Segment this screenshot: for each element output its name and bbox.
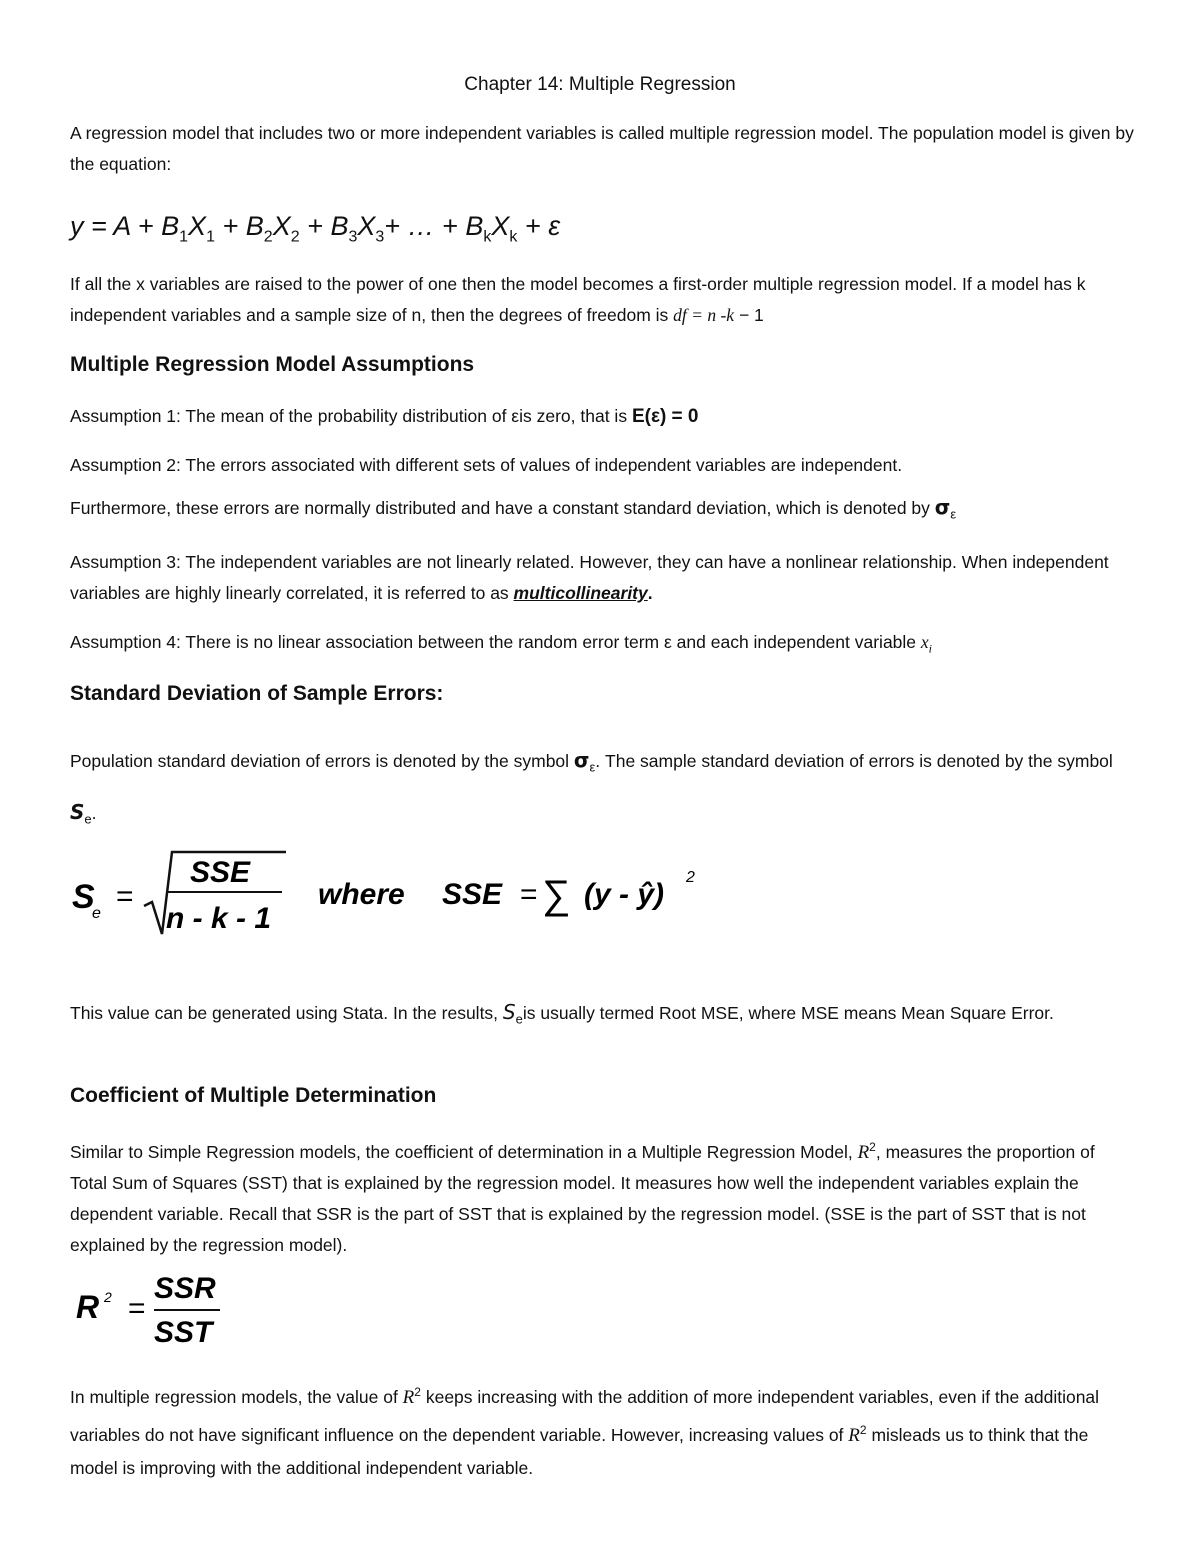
heading-standard-deviation: Standard Deviation of Sample Errors: bbox=[70, 682, 444, 705]
r2-numerator: SSR bbox=[154, 1272, 216, 1305]
s-symbol: S bbox=[70, 799, 85, 824]
eq-plus: + bbox=[222, 211, 239, 241]
se-lhs-sub: e bbox=[92, 905, 101, 922]
se-numerator: SSE bbox=[190, 856, 251, 889]
assumption-3: Assumption 3: The independent variables are not linearly related. However, they can have a nonlinear relationship. When independent variables are highly linearly correlated, it is referred to as multicollinearity. bbox=[70, 552, 1109, 603]
r-symbol: R bbox=[402, 1386, 415, 1408]
assumption-2-line2: Furthermore, these errors are normally distributed and have a constant standard deviation, which is denoted by $\sigma_\varepsilon$ bbox=[70, 495, 957, 522]
sd-paragraph: Population standard deviation of errors is denoted by the symbol $\sigma_\varepsilon$. The sample standard deviation of errors is denoted by the symbol $S_e$. bbox=[70, 748, 1113, 826]
eq-plus: + bbox=[524, 211, 541, 241]
r2-paragraph: Similar to Simple Regression models, the coefficient of determination in a Multiple Regression Model, $R^2$, measures the proportion of Total Sum of Squares (SST) that is explained by the regression model. It measures how well the independent variables explain the dependent variable. Recall that SSR is the part of SST that is explained by the regression model. (SSE is the part of SST that is not explained by the regression model). bbox=[70, 1140, 1095, 1255]
se-lhs: S bbox=[72, 878, 95, 916]
intro-paragraph: A regression model that includes two or more independent variables is called multiple regression model. The population model is given by the equation: bbox=[70, 123, 1134, 174]
page-title: Chapter 14: Multiple Regression bbox=[464, 74, 736, 95]
eq-a: A bbox=[113, 211, 131, 241]
sse-equals: = bbox=[520, 878, 538, 911]
heading-assumptions: Multiple Regression Model Assumptions bbox=[70, 353, 475, 376]
multicollinearity-term: multicollinearity bbox=[513, 583, 648, 603]
se-formula bbox=[60, 838, 720, 948]
r2-formula bbox=[68, 1264, 288, 1354]
r2-equals: = bbox=[128, 1292, 146, 1325]
r2-lhs: R bbox=[76, 1289, 100, 1325]
eq-term-k: $B_kX_k$ bbox=[465, 211, 518, 246]
closing-paragraph: In multiple regression models, the value of $R^2$ keeps increasing with the addition of more independent variables, even if the additional variables do not have significant influence on the dependent variable. However, increasing values of $R^2$ misleads us to think that the model is improving with the additional independent variable. bbox=[70, 1385, 1100, 1478]
heading-coefficient: Coefficient of Multiple Determination bbox=[70, 1084, 437, 1107]
sse-power: 2 bbox=[686, 869, 695, 886]
assumption-2-line1: Assumption 2: The errors associated with different sets of values of independent variables are independent. bbox=[70, 455, 903, 475]
sse-label: SSE bbox=[442, 878, 503, 911]
assumption-1: Assumption 1: The mean of the probability distribution of εis zero, that is E(ε) = 0 bbox=[70, 406, 699, 427]
s-symbol: S bbox=[502, 1000, 516, 1024]
eq-equals: = bbox=[91, 211, 107, 241]
eq-plus: + bbox=[307, 211, 323, 241]
r2-power: 2 bbox=[104, 1289, 112, 1305]
eq-dots: + … + bbox=[384, 211, 458, 241]
r-symbol: R bbox=[857, 1141, 870, 1163]
eq-term-3: $B_3X_3$ bbox=[330, 211, 385, 246]
sum-symbol: ∑ bbox=[542, 873, 571, 917]
sigma-symbol: σ bbox=[573, 748, 590, 772]
r-symbol: R bbox=[848, 1424, 860, 1446]
population-model-equation bbox=[70, 206, 560, 257]
assumption-4: Assumption 4: There is no linear association between the random error term ε and each independent variable $x_i$ bbox=[70, 632, 933, 656]
first-order-paragraph: If all the x variables are raised to the power of one then the model becomes a first-order multiple regression model. If a model has k independent variables and a sample size of n, then the degrees of freedom is df = n -k − 1 bbox=[70, 274, 1086, 325]
r2-denominator: SST bbox=[154, 1316, 213, 1349]
eq-y: y bbox=[70, 211, 84, 241]
se-equals: = bbox=[116, 880, 134, 913]
stata-paragraph: This value can be generated using Stata. In the results, $S_eis$ usually termed Root MSE, where MSE means Mean Square Error. bbox=[70, 1000, 1054, 1027]
df-expression: df = n -k bbox=[673, 305, 735, 325]
where-label: where bbox=[318, 878, 405, 911]
eq-term-1: $B_1X_1$ bbox=[161, 211, 215, 246]
sigma-symbol: σ bbox=[934, 495, 951, 519]
eq-epsilon: ε bbox=[548, 211, 561, 241]
eq-term-2: $B_2X_2$ bbox=[245, 211, 300, 246]
sse-rhs: (y - ŷ) bbox=[584, 878, 665, 911]
expectation-expression: E(ε) = 0 bbox=[631, 406, 699, 427]
eq-plus: + bbox=[137, 211, 154, 241]
se-denominator: n - k - 1 bbox=[166, 902, 272, 935]
